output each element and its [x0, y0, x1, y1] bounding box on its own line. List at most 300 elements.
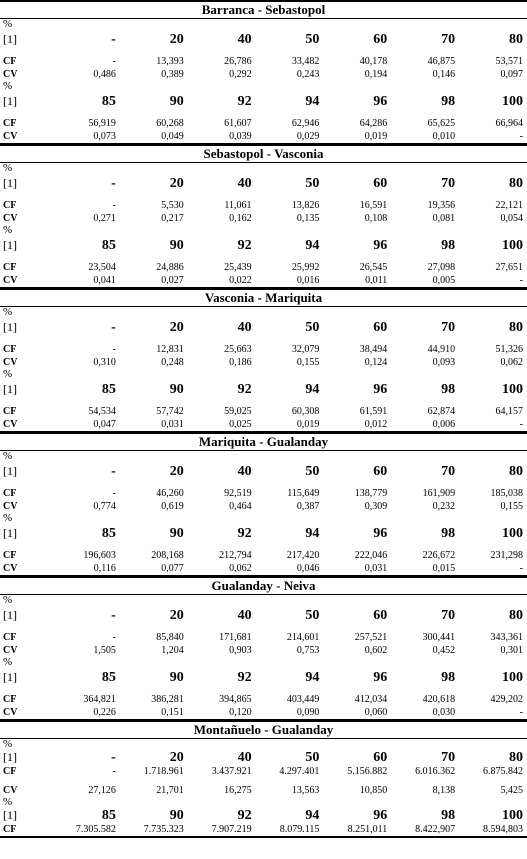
level-row-cell: 94	[305, 94, 320, 109]
cf-row-label: CF	[3, 632, 17, 643]
cf-row-cell: 25,663	[224, 344, 252, 355]
cv-row-cell: 0,248	[161, 357, 184, 368]
cv-row-cell: 0,049	[161, 131, 184, 142]
cv-row-cell: 27,126	[88, 785, 116, 796]
level-row-cell: 100	[501, 94, 523, 109]
section-title: Sebastopol - Vasconia	[0, 146, 527, 163]
level-row-cell: 92	[237, 382, 252, 397]
cf-row-cell: -	[112, 488, 116, 499]
cv-row-cell: 0,015	[432, 563, 456, 574]
cv-row-cell: 0,753	[296, 645, 320, 656]
cf-row-cell: 7.735.323	[143, 824, 184, 835]
percent-row-label: %	[3, 738, 13, 750]
cv-row-cell: 0,155	[500, 501, 523, 512]
cv-row-cell: 0,054	[500, 213, 523, 224]
level-row	[0, 750, 527, 765]
cv-row	[0, 418, 527, 432]
cv-row-cell: 0,031	[364, 563, 388, 574]
cf-row-cell: -	[112, 56, 116, 67]
cf-row-cell: 231,298	[490, 550, 523, 561]
cf-row-cell: -	[112, 200, 116, 211]
level-row-cell: 70	[441, 176, 456, 191]
cv-row-cell: 0,243	[296, 69, 320, 80]
level-row	[0, 380, 527, 399]
level-row-cell: -	[111, 32, 116, 47]
cv-row-label: CV	[3, 707, 18, 718]
cf-row-cell: 16,591	[359, 200, 388, 211]
cv-row-cell: 0,452	[432, 645, 456, 656]
section-title: Vasconia - Mariquita	[0, 290, 527, 307]
cv-row-label: CV	[3, 275, 18, 286]
cf-row-cell: -	[112, 632, 116, 643]
level-row-cell: 94	[305, 238, 320, 253]
cv-row-cell: 0,619	[161, 501, 184, 512]
cv-row-cell: 0,301	[500, 645, 523, 656]
level-row-cell: 20	[169, 464, 184, 479]
level-row-cell: 60	[373, 176, 388, 191]
level-row-cell: 100	[501, 808, 523, 823]
cf-row-cell: 161,909	[422, 488, 456, 499]
level-row-cell: 90	[169, 382, 184, 397]
cf-row-cell: 226,672	[422, 550, 456, 561]
cv-row-label: CV	[3, 501, 18, 512]
percent-row-label: %	[3, 306, 13, 318]
level-row-cell: 92	[237, 808, 252, 823]
cv-row-cell: 0,124	[364, 357, 388, 368]
cv-row-cell: 0,292	[229, 69, 252, 80]
cf-row-cell: 6.016.362	[415, 766, 456, 777]
cf-row-cell: 62,946	[291, 118, 320, 129]
route-section	[0, 288, 527, 432]
cv-row-cell: 0,077	[161, 563, 184, 574]
cv-row-cell: 21,701	[156, 785, 184, 796]
level-row-cell: 20	[169, 176, 184, 191]
level-row-cell: 92	[237, 670, 252, 685]
cf-row-label: CF	[3, 56, 17, 67]
cv-row-cell: 13,563	[291, 785, 320, 796]
cv-row-cell: -	[519, 275, 523, 286]
cf-row-cell: 57,742	[156, 406, 184, 417]
cf-row-cell: 343,361	[490, 632, 523, 643]
cf-row-cell: 25,439	[224, 262, 252, 273]
level-row-cell: 94	[305, 808, 320, 823]
cv-row-cell: -	[519, 419, 523, 430]
cf-row	[0, 823, 527, 836]
cv-row	[0, 500, 527, 513]
level-row-cell: 100	[501, 670, 523, 685]
cv-row-cell: -	[519, 563, 523, 574]
cv-row-cell: 0,146	[432, 69, 456, 80]
cv-row-cell: 1,505	[93, 645, 116, 656]
level-row-label: [1]	[3, 238, 17, 252]
cf-row-cell: 6.875.842	[482, 766, 523, 777]
cv-row-cell: 0,389	[161, 69, 184, 80]
percent-row	[0, 307, 527, 318]
cv-row	[0, 356, 527, 369]
cf-row-cell: 394,865	[219, 694, 252, 705]
cf-row	[0, 487, 527, 500]
percent-row	[0, 163, 527, 174]
level-row	[0, 462, 527, 481]
percent-row-label: %	[3, 594, 13, 606]
level-row-cell: 50	[305, 608, 320, 623]
cf-row-cell: 66,964	[495, 118, 523, 129]
level-row-cell: 40	[237, 320, 252, 335]
level-row-cell: 20	[169, 32, 184, 47]
percent-row	[0, 657, 527, 668]
level-row-label: [1]	[3, 526, 17, 540]
cf-row	[0, 55, 527, 68]
level-row-cell: 85	[101, 382, 116, 397]
cv-row	[0, 562, 527, 576]
level-row-label: [1]	[3, 94, 17, 108]
cf-row-cell: 56,919	[88, 118, 116, 129]
cf-row-cell: 61,607	[224, 118, 252, 129]
level-row-cell: 90	[169, 670, 184, 685]
cv-row-cell: 0,010	[432, 131, 456, 142]
cv-row-cell: -	[519, 707, 523, 718]
cv-row-cell: 0,151	[161, 707, 184, 718]
level-row-cell: 40	[237, 608, 252, 623]
level-row-cell: 70	[441, 32, 456, 47]
cf-row-cell: 38,494	[359, 344, 388, 355]
cv-row-cell: 0,030	[432, 707, 456, 718]
cf-row-cell: 46,260	[156, 488, 184, 499]
percent-row	[0, 19, 527, 30]
level-row-cell: 70	[441, 464, 456, 479]
level-row-cell: 20	[169, 750, 184, 765]
level-row-cell: 50	[305, 176, 320, 191]
level-row-cell: 90	[169, 808, 184, 823]
level-row-cell: 96	[373, 808, 388, 823]
cv-row-cell: 1,204	[161, 645, 184, 656]
cf-row-label: CF	[3, 262, 17, 273]
level-row-cell: 80	[508, 750, 523, 765]
cv-row-cell: 0,093	[432, 357, 456, 368]
level-row-cell: 94	[305, 526, 320, 541]
cv-row-cell: 0,012	[364, 419, 388, 430]
cf-row-cell: 61,591	[359, 406, 388, 417]
cv-row-cell: 0,155	[296, 357, 320, 368]
cf-row-cell: 212,794	[219, 550, 252, 561]
cv-row-cell: 0,090	[296, 707, 320, 718]
level-row-cell: -	[111, 608, 116, 623]
level-row-cell: 92	[237, 526, 252, 541]
cf-row	[0, 549, 527, 562]
cv-row	[0, 212, 527, 225]
cv-row-cell: 0,062	[229, 563, 252, 574]
cf-row-cell: -	[112, 766, 116, 777]
cf-row-cell: 115,649	[287, 488, 320, 499]
cf-row-label: CF	[3, 406, 17, 417]
cv-row-cell: 0,046	[296, 563, 320, 574]
cv-row-label: CV	[3, 419, 18, 430]
cf-row-cell: 26,786	[224, 56, 252, 67]
level-row-cell: 94	[305, 382, 320, 397]
cv-row-cell: 0,027	[161, 275, 184, 286]
percent-row-label: %	[3, 162, 13, 174]
percent-row-label: %	[3, 796, 13, 808]
cv-row-cell: 0,006	[432, 419, 456, 430]
cv-row-cell: 0,309	[364, 501, 388, 512]
cf-row-cell: 33,482	[291, 56, 320, 67]
cf-row-cell: 85,840	[156, 632, 184, 643]
level-row-label: [1]	[3, 808, 17, 822]
section-title: Gualanday - Neiva	[0, 578, 527, 595]
cv-row	[0, 130, 527, 144]
cv-row-cell: 0,097	[500, 69, 523, 80]
cf-row-cell: 65,625	[427, 118, 456, 129]
cv-row-label: CV	[3, 785, 18, 796]
cv-row-cell: 0,047	[93, 419, 116, 430]
level-row	[0, 30, 527, 49]
cf-row-cell: 92,519	[224, 488, 252, 499]
cf-row-cell: 22,121	[495, 200, 523, 211]
level-row-cell: 90	[169, 526, 184, 541]
level-row-cell: 40	[237, 32, 252, 47]
percent-row-label: %	[3, 512, 13, 524]
cf-row-cell: 5.156.882	[347, 766, 388, 777]
cf-row-cell: 208,168	[151, 550, 184, 561]
cv-row	[0, 644, 527, 657]
route-section	[0, 576, 527, 720]
level-row-cell: 94	[305, 670, 320, 685]
level-row-cell: 98	[441, 382, 456, 397]
cf-row-label: CF	[3, 694, 17, 705]
cv-row-cell: 0,271	[93, 213, 116, 224]
cv-row	[0, 274, 527, 288]
level-row-cell: 60	[373, 750, 388, 765]
level-row-label: [1]	[3, 32, 17, 46]
level-row-cell: 20	[169, 608, 184, 623]
cv-row-label: CV	[3, 131, 18, 142]
cv-row-cell: 0,041	[93, 275, 116, 286]
level-row	[0, 236, 527, 255]
percent-row-label: %	[3, 18, 13, 30]
level-row-label: [1]	[3, 320, 17, 334]
cf-row-cell: 300,441	[422, 632, 456, 643]
cf-row-cell: 8.594,803	[482, 824, 523, 835]
percent-row	[0, 225, 527, 236]
cv-row-cell: 0,135	[296, 213, 320, 224]
cv-row-label: CV	[3, 645, 18, 656]
cv-row-cell: -	[519, 131, 523, 142]
level-row-cell: 98	[441, 526, 456, 541]
cv-row-cell: 0,186	[229, 357, 252, 368]
cv-row-cell: 0,031	[161, 419, 184, 430]
level-row-label: [1]	[3, 670, 17, 684]
cv-row-cell: 0,232	[432, 501, 456, 512]
cf-row-cell: 364,821	[83, 694, 116, 705]
level-row-cell: 60	[373, 320, 388, 335]
level-row-label: [1]	[3, 750, 17, 764]
level-row-cell: 100	[501, 238, 523, 253]
level-row-cell: 50	[305, 320, 320, 335]
cv-row-cell: 0,217	[161, 213, 184, 224]
cv-row-cell: 0,226	[93, 707, 116, 718]
cv-row-cell: 0,062	[500, 357, 523, 368]
cf-row-cell: 19,356	[427, 200, 456, 211]
cf-row-cell: 25,992	[291, 262, 320, 273]
level-row-cell: 80	[508, 320, 523, 335]
cv-row-cell: 0,039	[229, 131, 252, 142]
cf-row-cell: 386,281	[151, 694, 184, 705]
cv-row-cell: 0,005	[432, 275, 456, 286]
cf-row-cell: 1.718.961	[143, 766, 184, 777]
level-row	[0, 808, 527, 823]
cv-row-cell: 0,774	[93, 501, 116, 512]
cv-row-cell: 0,120	[229, 707, 252, 718]
percent-row-label: %	[3, 80, 13, 92]
level-row-label: [1]	[3, 176, 17, 190]
cf-row-cell: 64,157	[495, 406, 523, 417]
cv-row-cell: 0,011	[365, 275, 388, 286]
cf-row-label: CF	[3, 200, 17, 211]
cf-row-cell: 214,601	[286, 632, 320, 643]
cf-row-cell: 32,079	[291, 344, 320, 355]
level-row-cell: -	[111, 320, 116, 335]
cf-row	[0, 631, 527, 644]
cv-row-cell: 0,016	[296, 275, 320, 286]
cv-row-cell: 0,194	[364, 69, 388, 80]
level-row-cell: 50	[305, 464, 320, 479]
cf-row-cell: 429,202	[490, 694, 523, 705]
cv-row-label: CV	[3, 69, 18, 80]
cv-row-cell: 0,022	[229, 275, 252, 286]
percent-row	[0, 797, 527, 808]
cv-row-cell: 0,108	[364, 213, 388, 224]
cv-row-label: CV	[3, 213, 18, 224]
level-row-cell: 60	[373, 608, 388, 623]
cv-row	[0, 784, 527, 797]
cf-row-cell: 64,286	[359, 118, 388, 129]
cv-row-cell: 8,138	[432, 785, 456, 796]
cv-row-cell: 0,019	[296, 419, 320, 430]
cv-row-cell: 10,850	[359, 785, 388, 796]
cf-row-cell: 26,545	[359, 262, 388, 273]
level-row	[0, 668, 527, 687]
cv-row-cell: 0,903	[229, 645, 252, 656]
cv-row-cell: 0,073	[93, 131, 116, 142]
route-section	[0, 144, 527, 288]
level-row-cell: 90	[169, 94, 184, 109]
cf-row-label: CF	[3, 824, 17, 835]
cf-row-cell: 222,046	[354, 550, 388, 561]
level-row-cell: 85	[101, 808, 116, 823]
cf-row-cell: 23,504	[88, 262, 116, 273]
cv-row-cell: 0,310	[93, 357, 116, 368]
cv-row-cell: 5,425	[500, 785, 523, 796]
level-row-cell: 40	[237, 464, 252, 479]
level-row-cell: 70	[441, 750, 456, 765]
level-row-cell: 85	[101, 238, 116, 253]
cf-row-cell: 12,831	[156, 344, 184, 355]
level-row-cell: 85	[101, 670, 116, 685]
level-row-cell: 96	[373, 382, 388, 397]
percent-row-label: %	[3, 224, 13, 236]
cf-row-label: CF	[3, 766, 17, 777]
level-row-label: [1]	[3, 464, 17, 478]
percent-row	[0, 513, 527, 524]
percent-row	[0, 739, 527, 750]
percent-row	[0, 81, 527, 92]
cf-row-cell: 62,874	[427, 406, 456, 417]
cf-row-cell: 27,651	[495, 262, 523, 273]
cf-row	[0, 343, 527, 356]
cv-row-cell: 0,602	[364, 645, 388, 656]
cv-row-cell: 0,029	[296, 131, 320, 142]
level-row-cell: 85	[101, 94, 116, 109]
route-section	[0, 720, 527, 838]
percent-row-label: %	[3, 450, 13, 462]
level-row-cell: 90	[169, 238, 184, 253]
cv-row-cell: 0,162	[229, 213, 252, 224]
cf-row	[0, 199, 527, 212]
cv-row-cell: 0,025	[229, 419, 252, 430]
cv-row-cell: 0,464	[229, 501, 252, 512]
route-section	[0, 0, 527, 144]
cf-row-cell: 51,326	[495, 344, 523, 355]
cv-row	[0, 706, 527, 720]
level-row-cell: 60	[373, 32, 388, 47]
cf-row-cell: 7.305.582	[75, 824, 116, 835]
cf-row-cell: 185,038	[490, 488, 523, 499]
section-title: Montañuelo - Gualanday	[0, 722, 527, 739]
cf-row-cell: 171,681	[219, 632, 252, 643]
cf-row-cell: 412,034	[354, 694, 388, 705]
cv-row-cell: 0,060	[364, 707, 388, 718]
cf-row-cell: 27,098	[427, 262, 456, 273]
level-row-cell: 92	[237, 94, 252, 109]
cf-row-cell: 53,571	[495, 56, 523, 67]
level-row-cell: 40	[237, 176, 252, 191]
cf-row-cell: 40,178	[359, 56, 388, 67]
level-row-label: [1]	[3, 382, 17, 396]
cv-row-cell: 0,387	[296, 501, 320, 512]
percent-row	[0, 369, 527, 380]
cf-row	[0, 405, 527, 418]
cf-row-cell: 54,534	[88, 406, 116, 417]
level-row	[0, 606, 527, 625]
cv-row-cell: 0,081	[432, 213, 456, 224]
section-title: Mariquita - Gualanday	[0, 434, 527, 451]
cv-row-cell: 0,486	[93, 69, 116, 80]
cf-row-cell: 11,061	[224, 200, 252, 211]
level-row-cell: 20	[169, 320, 184, 335]
route-section	[0, 432, 527, 576]
cf-row-cell: 59,025	[224, 406, 252, 417]
percent-row-label: %	[3, 368, 13, 380]
level-row-cell: 98	[441, 238, 456, 253]
percent-row	[0, 595, 527, 606]
cv-row-cell: 0,116	[93, 563, 116, 574]
cv-row-cell: 0,019	[364, 131, 388, 142]
cf-row-cell: 257,521	[354, 632, 388, 643]
level-row-cell: 80	[508, 32, 523, 47]
cf-row-cell: 138,779	[354, 488, 388, 499]
cv-row-cell: 16,275	[224, 785, 252, 796]
level-row-cell: 100	[501, 526, 523, 541]
cf-row	[0, 693, 527, 706]
level-row	[0, 174, 527, 193]
level-row-cell: 60	[373, 464, 388, 479]
cv-row-label: CV	[3, 357, 18, 368]
cf-row-cell: 7.907.219	[211, 824, 252, 835]
level-row	[0, 524, 527, 543]
level-row-cell: 100	[501, 382, 523, 397]
cf-row	[0, 261, 527, 274]
level-row-cell: 92	[237, 238, 252, 253]
